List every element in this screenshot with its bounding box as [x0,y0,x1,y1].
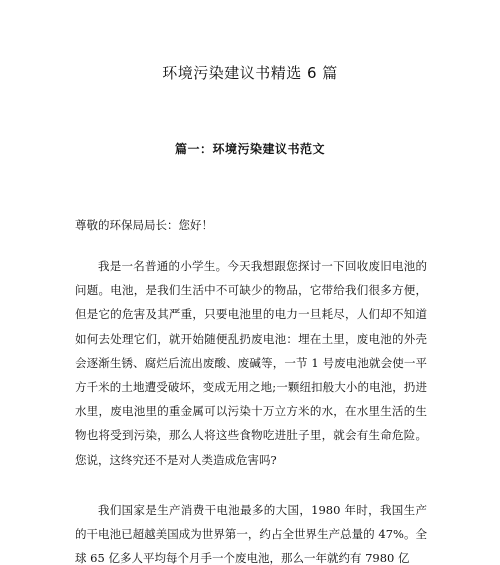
body-paragraph-2: 我们国家是生产消费干电池最多的大国，1980 年时，我国生产的干电池已超越美国成为世界第一，约占全世界生产总量的 47%。全球 65 亿多人平均每个月手一个废电池，那么一年就约有 7980 亿 [75,503,427,565]
document-title: 环境污染建议书精选 6 篇 [162,64,338,82]
section-title: 篇一：环境污染建议书范文 [174,142,325,156]
greeting-line: 尊敬的环保局局长：您好！ [75,218,213,232]
body-paragraph-1: 我是一名普通的小学生。今天我想跟您探讨一下回收废旧电池的问题。电池，是我们生活中不可缺少的物品，它带给我们很多方便，但是它的危害及其严重，只要电池里的电力一旦耗尽，人们却不知道如何去处理它们，就开始随便乱扔废电池：埋在土里，废电池的外壳会逐渐生锈、腐烂后流出废酸、废碱等，一节 1 号废电池就会使一平方千米的土地遭受破坏，变成无用之地;一颗纽扣般大小的电池，扔进水里，废电池里的重金属可以污染十万立方米的水，在水里生活的生物也将受到污染，那么人将这些食物吃进肚子里，就会有生命危险。您说，这终究还不是对人类造成危害吗? [75,259,427,467]
